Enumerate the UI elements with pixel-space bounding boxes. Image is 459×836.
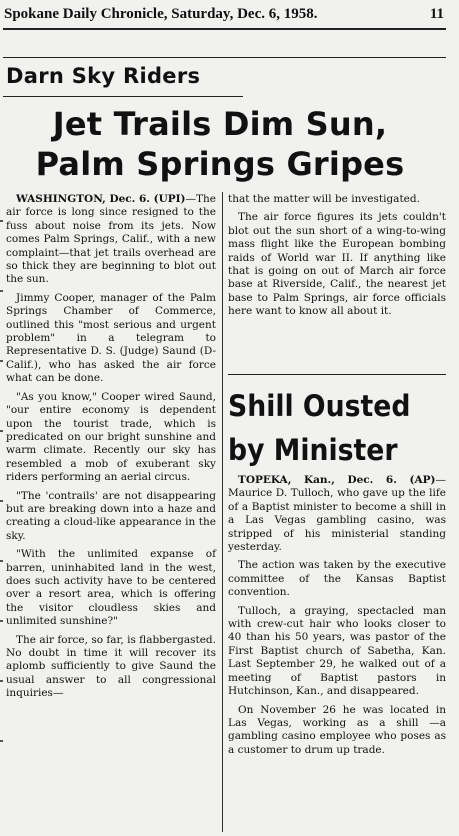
story2-headline: [228, 384, 430, 472]
page-number: 11: [429, 6, 444, 22]
story2-body: [228, 474, 446, 762]
story2-paragraph-3: Tulloch, a graying, spectacled man with crew-cut hair who looks closer to 40 than his 50 years, was pastor of the First Baptist church of Sabetha, Kan. Last September 29, he walked out of a meeting of Baptist pastors in Hutchinson, Kan., and disappeared.: [228, 604, 446, 698]
story1-paragraph-1: WASHINGTON, Dec. 6. (UPI)—The air force is long since resigned to the fuss about noise from its jets. Now comes Palm Springs, Calif., with a new complaint—that jet trails overhead are so thick they are beginning to blot out the sun.: [6, 193, 216, 286]
story2-paragraph-4: On November 26 he was located in Las Vegas, working as a shill —a gambling casino employee who poses as a customer to drum up trade.: [228, 703, 446, 756]
story1-paragraph-7: The air force figures its jets couldn't blot out the sun short of a wing-to-wing mass flight like the European bombing raids of World war II. If anything like that is going on out of March air force base at Riverside, Calif., the nearest jet base to Palm Springs, air force officials here want to know all about it.: [228, 211, 446, 318]
story2-headline-line2: by Minister: [228, 433, 398, 467]
story1-headline: [4, 104, 436, 184]
masthead-rule: [3, 28, 446, 30]
story1-right-column: [228, 193, 446, 324]
story1-paragraph-4: "The 'contrails' are not disappearing but are breaking down into a haze and creating a cloud-like appearance in the sky.: [6, 489, 216, 542]
kicker-rule: [3, 96, 243, 97]
story1-left-column: [6, 193, 216, 706]
section-rule: [3, 57, 446, 58]
story1-paragraph-2: Jimmy Cooper, manager of the Palm Springs Chamber of Commerce, outlined this "most serious and urgent problem" in a telegram to Representative D. S. (Judge) Saund (D-Calif.), who has asked the air force what can be done.: [6, 291, 216, 385]
column-divider: [222, 192, 223, 832]
story1-paragraph-5: "With the unlimited expanse of barren, uninhabited land in the west, does such activity have to be centered over a resort area, which is offering the visitor cloudless skies and unlimited sunshine?": [6, 548, 216, 628]
story1-dateline: WASHINGTON, Dec. 6. (UPI): [16, 193, 186, 205]
story1-continuation: that the matter will be investigated.: [228, 193, 420, 205]
story2-headline-line1: Shill Ousted: [228, 389, 411, 423]
headline-line2: Palm Springs Gripes: [35, 145, 405, 183]
story2-paragraph-1: TOPEKA, Kan., Dec. 6. (AP)—Maurice D. Tulloch, who gave up the life of a Baptist minister to become a shill in a Las Vegas gambling casino, was stripped of his ministerial standing yesterday.: [228, 474, 446, 554]
story2-paragraph-2: The action was taken by the executive committee of the Kansas Baptist convention.: [228, 559, 446, 599]
story1-paragraph-6: The air force, so far, is flabbergasted. No doubt in time it will recover its aplomb sufficiently to give Saund the usual answer to all congressional inquiries—: [6, 633, 216, 700]
headline-line1: Jet Trails Dim Sun,: [52, 105, 388, 143]
story2-dateline: TOPEKA, Kan., Dec. 6. (AP): [238, 474, 436, 486]
masthead: [4, 3, 444, 25]
story1-kicker: Darn Sky Riders: [6, 64, 201, 88]
story-separator: [228, 374, 446, 375]
masthead-title: Spokane Daily Chronicle, Saturday, Dec. 6, 1958.: [4, 6, 318, 22]
story1-paragraph-3: "As you know," Cooper wired Saund, "our entire economy is dependent upon the tourist trade, which is predicated on our bright sunshine and warm climate. Recently our sky has resembled a mob of exuberant sky riders performing an aerial circus.: [6, 390, 216, 484]
